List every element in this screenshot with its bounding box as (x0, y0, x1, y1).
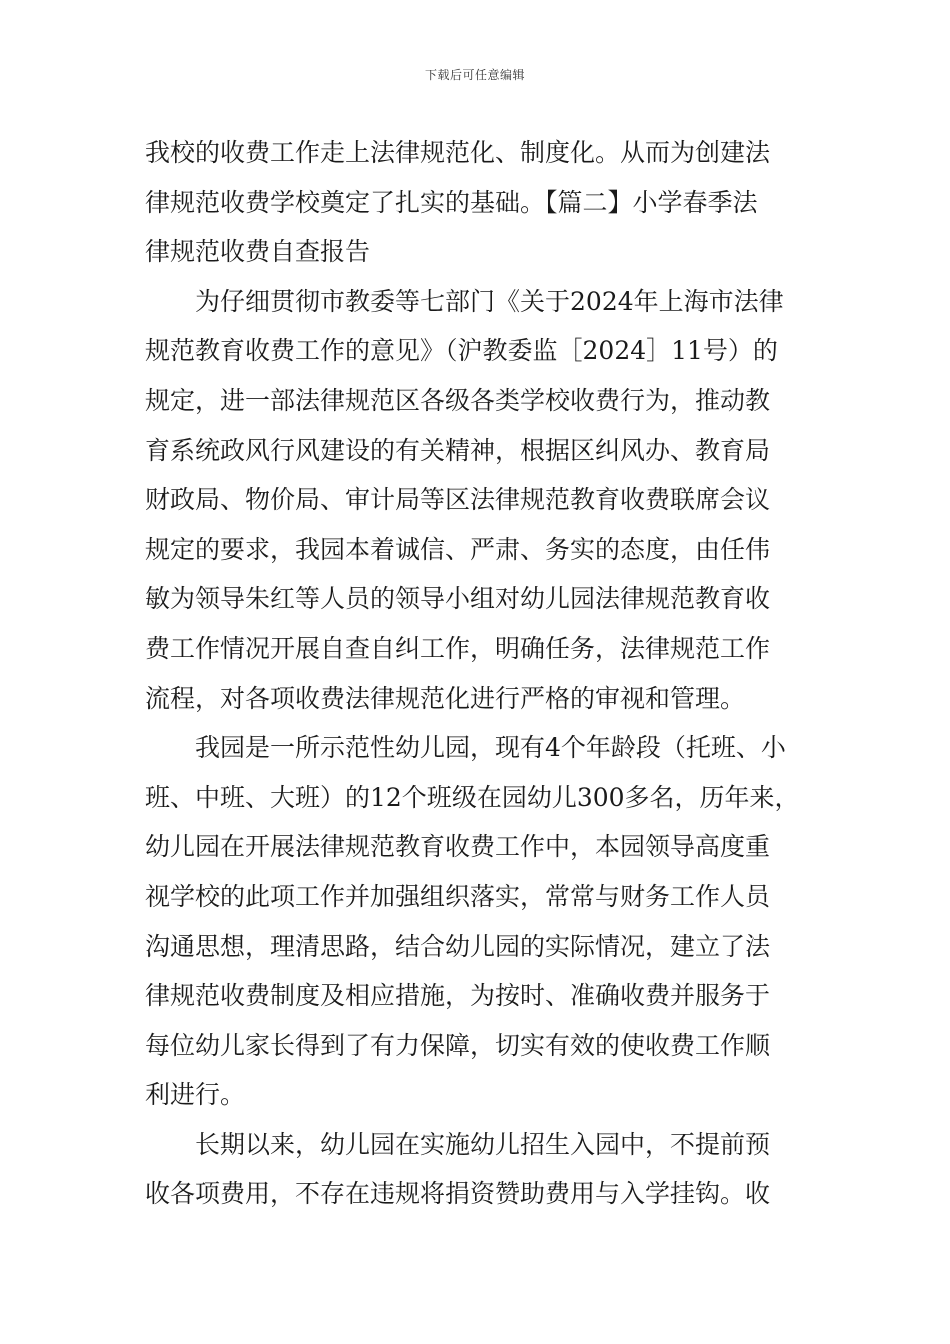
text-line: 利进行。 (145, 1080, 246, 1110)
document-body (145, 128, 805, 1219)
text-line: 为仔细贯彻市教委等七部门《关于2024年上海市法律 (195, 286, 784, 316)
text-line: 视学校的此项工作并加强组织落实，常常与财务工作人员 (145, 881, 771, 911)
paragraph (145, 128, 805, 277)
text-line: 规定，进一部法律规范区各级各类学校收费行为，推动教 (145, 385, 771, 415)
text-line: 长期以来，幼儿园在实施幼儿招生入园中，不提前预 (195, 1129, 771, 1159)
text-line: 沟通思想，理清思路，结合幼儿园的实际情况，建立了法 (145, 931, 771, 961)
text-line: 律规范收费自查报告 (145, 237, 371, 267)
text-line: 规范教育收费工作的意见》（沪教委监［2024］11号）的 (145, 336, 778, 366)
text-line: 收各项费用，不存在违规将捐资赞助费用与入学挂钩。收 (145, 1179, 771, 1209)
text-line: 费工作情况开展自查自纠工作，明确任务，法律规范工作 (145, 633, 771, 663)
page-header: 下载后可任意编辑 (424, 68, 525, 82)
text-line: 班、中班、大班）的12个班级在园幼儿300多名，历年来， (145, 782, 800, 812)
text-line: 流程，对各项收费法律规范化进行严格的审视和管理。 (145, 683, 746, 713)
paragraph (145, 723, 805, 1120)
text-line: 财政局、物价局、审计局等区法律规范教育收费联席会议 (145, 485, 771, 515)
text-line: 每位幼儿家长得到了有力保障，切实有效的使收费工作顺 (145, 1030, 771, 1060)
text-line: 幼儿园在开展法律规范教育收费工作中，本园领导高度重 (145, 832, 771, 862)
text-line: 育系统政风行风建设的有关精神，根据区纠风办、教育局 (145, 435, 771, 465)
text-line: 敏为领导朱红等人员的领导小组对幼儿园法律规范教育收 (145, 584, 771, 614)
text-line: 我园是一所示范性幼儿园，现有4个年龄段（托班、小 (195, 733, 786, 763)
text-line: 律规范收费制度及相应措施，为按时、准确收费并服务于 (145, 981, 771, 1011)
text-line: 我校的收费工作走上法律规范化、制度化。从而为创建法 (145, 138, 771, 167)
text-line: 规定的要求，我园本着诚信、严肃、务实的态度，由任伟 (145, 534, 771, 564)
paragraph (145, 277, 805, 723)
paragraph (145, 1120, 805, 1219)
text-line: 律规范收费学校奠定了扎实的基础。【篇二】小学春季法 (145, 187, 758, 217)
